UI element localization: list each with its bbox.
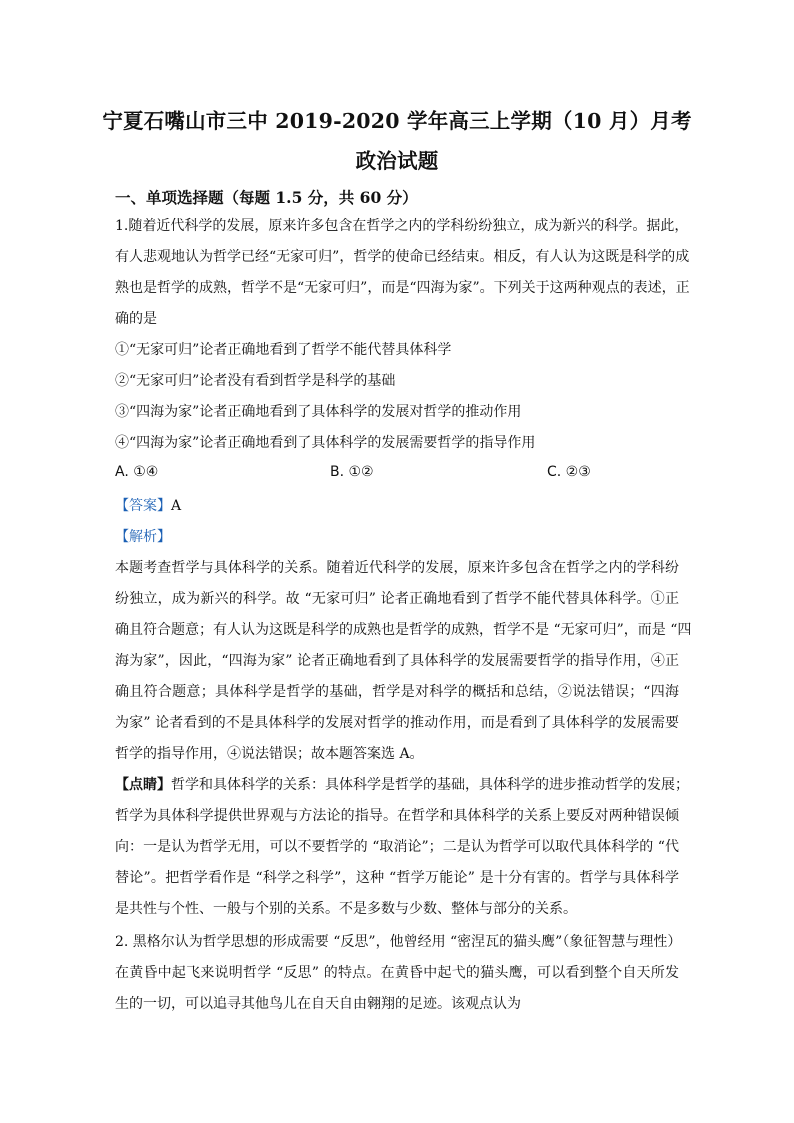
document-subtitle: 政治试题 — [355, 149, 439, 173]
choice-item-2: ②“无家可归”论者没有看到哲学是科学的基础 — [115, 373, 396, 389]
point-line: 替论”。把哲学看作是 “科学之科学”，这种 “哲学万能论” 是十分有害的。哲学与具体科学 — [115, 870, 679, 886]
analysis-tag: 【解析】 — [115, 529, 171, 545]
question-1-stem — [115, 211, 690, 459]
option-a: A. ①④ — [115, 464, 159, 480]
answer-value: A — [171, 498, 182, 514]
stem-line: 确的是 — [115, 311, 157, 327]
choice-item-1: ①“无家可归”论者正确地看到了哲学不能代替具体科学 — [115, 342, 452, 358]
option-c: C. ②③ — [547, 464, 591, 480]
analysis-line: 确且符合题意；具体科学是哲学的基础，哲学是对科学的概括和总结，②说法错误；“四海 — [115, 684, 679, 700]
point-tag: 【点睛】 — [115, 777, 171, 793]
point-line: 哲学为具体科学提供世界观与方法论的指导。在哲学和具体科学的关系上要反对两种错误倾 — [115, 808, 679, 824]
analysis-line: 海为家”，因此，“四海为家” 论者正确地看到了具体科学的发展需要哲学的指导作用，④正 — [115, 653, 679, 669]
question-1-options — [115, 464, 679, 488]
stem-line: 在黄昏中起飞来说明哲学 “反思” 的特点。在黄昏中起弋的猫头鹰，可以看到整个自天所发 — [115, 965, 679, 981]
stem-line: 熟也是哲学的成熟，哲学不是“无家可归”，而是“四海为家”。下列关于这两种观点的表述，正 — [115, 280, 690, 296]
stem-line: 2. 黑格尔认为哲学思想的形成需要 “反思”，他曾经用 “密涅瓦的猫头鹰”（象征智慧与理性） — [115, 934, 682, 950]
stem-line: 生的一切，可以追寻其他鸟儿在自天自由翱翔的足迹。该观点认为 — [115, 996, 521, 1012]
document-title: 宁夏石嘴山市三中 2019-2020 学年高三上学期（10 月）月考 — [102, 109, 692, 133]
analysis-line: 为家” 论者看到的不是具体科学的发展对哲学的推动作用，而是看到了具体科学的发展需要 — [115, 715, 679, 731]
answer-tag: 【答案】 — [115, 498, 171, 514]
stem-line: 有人悲观地认为哲学已经“无家可归”，哲学的使命已经结束。相反，有人认为这既是科学的成 — [115, 249, 690, 265]
analysis-line: 本题考查哲学与具体科学的关系。随着近代科学的发展，原来许多包含在哲学之内的学科纷 — [115, 560, 679, 576]
point-line: 是共性与个性、一般与个别的关系。不是多数与少数、整体与部分的关系。 — [115, 901, 577, 917]
analysis-line: 哲学的指导作用，④说法错误；故本题答案选 A。 — [115, 746, 424, 762]
analysis-line: 纷独立，成为新兴的科学。故 “无家可归” 论者正确地看到了哲学不能代替具体科学。①正 — [115, 591, 679, 607]
answer-line — [115, 491, 679, 522]
stem-line: 1.随着近代科学的发展，原来许多包含在哲学之内的学科纷纷独立，成为新兴的科学。据此， — [115, 218, 689, 234]
question-1-solution — [115, 491, 692, 925]
section-heading: 一、单项选择题（每题 1.5 分，共 60 分） — [115, 188, 418, 207]
analysis-line: 确且符合题意；有人认为这既是科学的成熟也是哲学的成熟，哲学不是 “无家可归”，而是 “四 — [115, 622, 692, 638]
point-line: 向：一是认为哲学无用，可以不要哲学的 “取消论”；二是认为哲学可以取代具体科学的 “代 — [115, 839, 679, 855]
point-first-line — [115, 770, 689, 801]
choice-item-4: ④“四海为家”论者正确地看到了具体科学的发展需要哲学的指导作用 — [115, 435, 536, 451]
option-b: B. ①② — [330, 464, 374, 480]
question-2-stem — [115, 927, 682, 1020]
point-first-text: 哲学和具体科学的关系：具体科学是哲学的基础，具体科学的进步推动哲学的发展； — [171, 777, 689, 793]
analysis-heading — [115, 522, 679, 553]
choice-item-3: ③“四海为家”论者正确地看到了具体科学的发展对哲学的推动作用 — [115, 404, 522, 420]
